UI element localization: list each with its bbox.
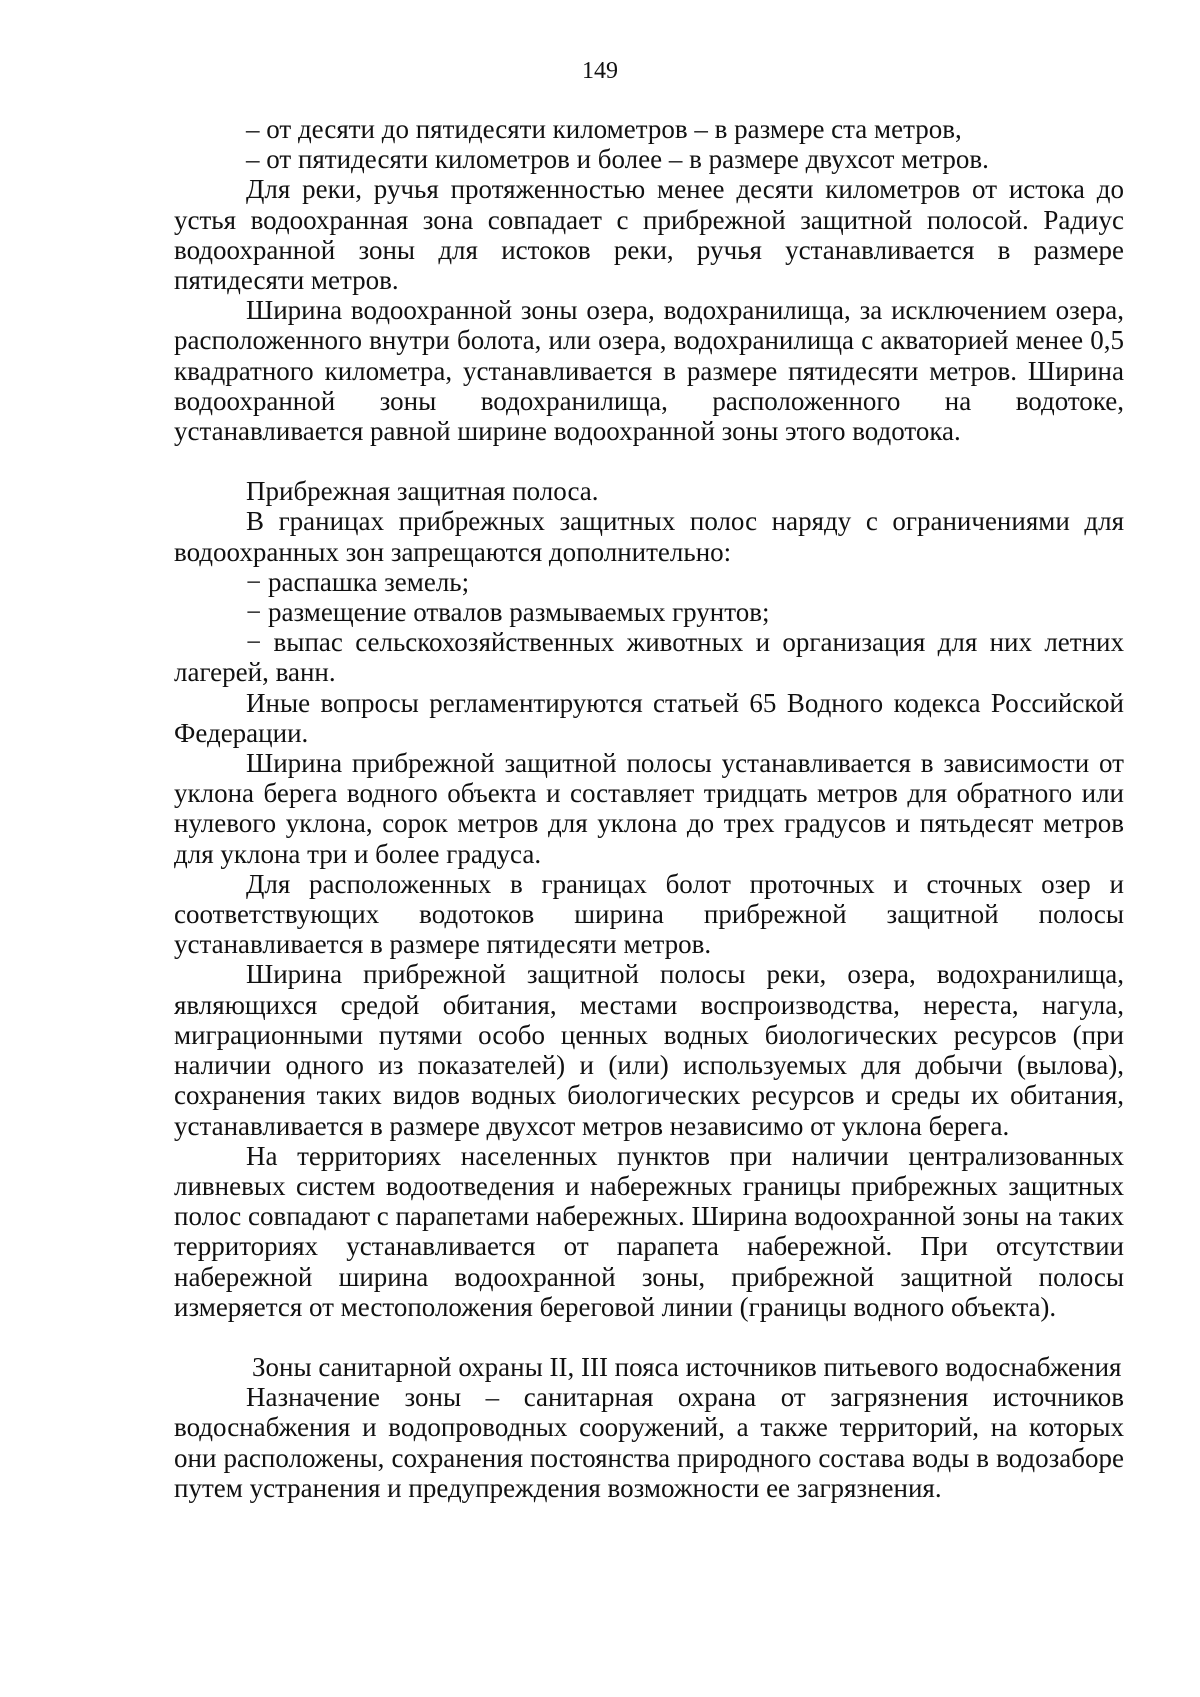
prohibition-item-grazing: − выпас сельскохозяйственных животных и организация для них летних лагерей, ванн.: [174, 627, 1124, 688]
spacer: [174, 446, 1124, 476]
prohibition-item-plowing: − распашка земель;: [246, 566, 470, 597]
paragraph-zone-purpose: Назначение зоны – санитарная охрана от загрязнения источников водоснабжения и водопроводных сооружений, а также территорий, на которых они расположены, сохранения постоянства природного состава воды в водозаборе путем устранения и предупреждения возможности ее загрязнения.: [174, 1382, 1124, 1503]
paragraph-list-item-2: – от пятидесяти километров и более – в размере двухсот метров.: [246, 144, 989, 175]
paragraph-biological-resources: Ширина прибрежной защитной полосы реки, озера, водохранилища, являющихся средой обитания, местами воспроизводства, нереста, нагула, миграционными путями особо ценных водных биологических ресурсов (при наличии одного из показателей) и (или) используемых для добычи (вылова), сохранения таких видов водных биологических ресурсов и среды их обитания, устанавливается в размере двухсот метров независимо от уклона берега.: [174, 959, 1124, 1141]
document-body: [174, 114, 1124, 1503]
paragraph-strip-width-slope: Ширина прибрежной защитной полосы устанавливается в зависимости от уклона берега водного объекта и составляет тридцать метров для обратного или нулевого уклона, сорок метров для уклона до трех градусов и пятьдесят метров для уклона три и более градуса.: [174, 748, 1124, 869]
paragraph-settlements: На территориях населенных пунктов при наличии централизованных ливневых систем водоотведения и набережных границы прибрежных защитных полос совпадают с парапетами набережных. Ширина водоохранной зоны на таких территориях устанавливается от парапета набережной. При отсутствии набережной ширина водоохранной зоны, прибрежной защитной полосы измеряется от местоположения береговой линии (границы водного объекта).: [174, 1140, 1124, 1322]
paragraph-lake-reservoir-width: Ширина водоохранной зоны озера, водохранилища, за исключением озера, расположенного внутри болота, или озера, водохранилища с акваторией менее 0,5 квадратного километра, устанавливается в размере пятидесяти метров. Ширина водоохранной зоны водохранилища, расположенного на водотоке, устанавливается равной ширине водоохранной зоны этого водотока.: [174, 295, 1124, 447]
paragraph-river-stream: Для реки, ручья протяженностью менее десяти километров от истока до устья водоохранная зона совпадает с прибрежной защитной полосой. Радиус водоохранной зоны для истоков реки, ручья устанавливается в размере пятидесяти метров.: [174, 174, 1124, 296]
prohibition-item-dumps: − размещение отвалов размываемых грунтов;: [246, 597, 770, 628]
paragraph-prohibitions-intro: В границах прибрежных защитных полос наряду с ограничениями для водоохранных зон запрещаются дополнительно:: [174, 506, 1124, 567]
paragraph-swamp-lakes: Для расположенных в границах болот проточных и сточных озер и соответствующих водотоков ширина прибрежной защитной полосы устанавливается в размере пятидесяти метров.: [174, 868, 1124, 960]
spacer: [174, 1322, 1124, 1352]
section-heading-sanitary-zones: Зоны санитарной охраны II, III пояса источников питьевого водоснабжения: [252, 1351, 1122, 1382]
paragraph-other-questions: Иные вопросы регламентируются статьей 65 Водного кодекса Российской Федерации.: [174, 687, 1124, 748]
paragraph-list-item-1: – от десяти до пятидесяти километров – в размере ста метров,: [246, 114, 962, 144]
section-heading-coastal-strip: Прибрежная защитная полоса.: [246, 476, 599, 507]
page-number: 149: [582, 58, 618, 84]
